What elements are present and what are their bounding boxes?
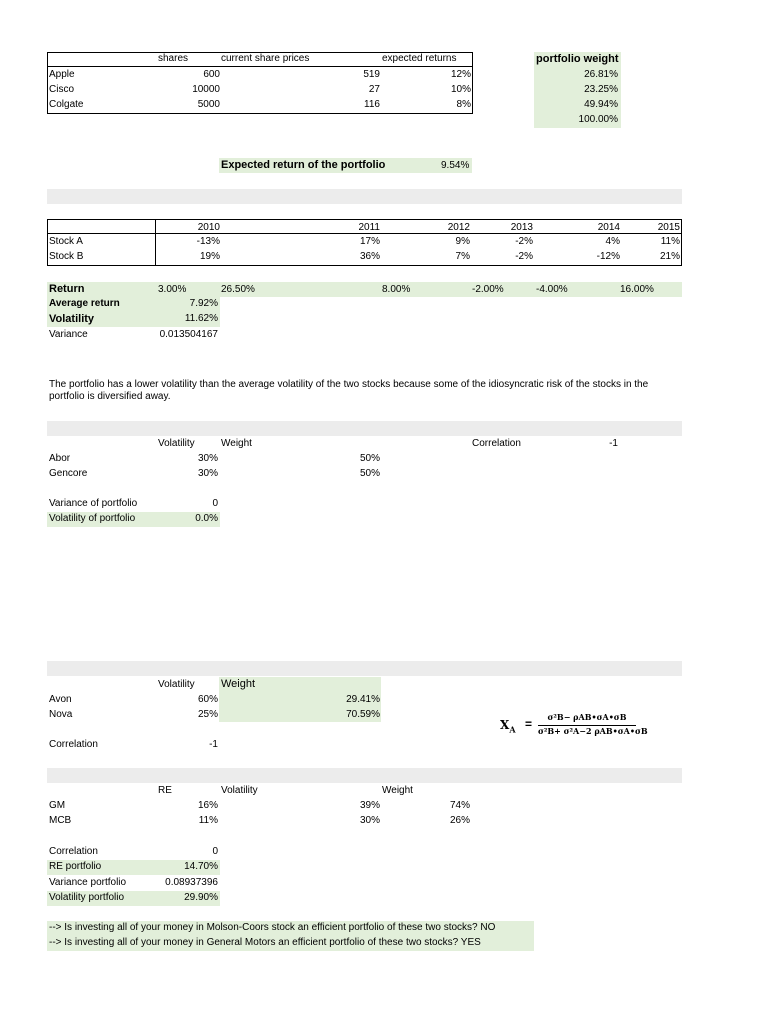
weight-total: 100.00% (578, 114, 618, 125)
formula-denominator: σ²B+ σ²A−2 ρAB•σA•σB (538, 726, 648, 736)
question-general-motors: --> Is investing all of your money in General Motors an efficient portfolio of these two stocks? YES (49, 937, 481, 948)
row-name-cisco: Cisco (49, 84, 75, 95)
section-divider (47, 189, 682, 204)
portfolio-table-header-rule (47, 66, 473, 67)
return-2010: 3.00% (158, 284, 187, 295)
average-return-label: Average return (49, 298, 120, 309)
mcb-re: 11% (198, 815, 218, 826)
abor-label: Abor (49, 453, 71, 464)
avon-header-volatility: Volatility (158, 679, 195, 690)
row-weight-colgate: 49.94% (584, 99, 618, 110)
gm-variance-value: 0.08937396 (165, 877, 218, 888)
gm-label: GM (49, 800, 66, 811)
gm-variance-label: Variance portfolio (49, 877, 127, 888)
year-2015: 2015 (657, 222, 680, 233)
gm-weight: 74% (449, 800, 470, 811)
row-weight-cisco: 23.25% (584, 84, 618, 95)
stock-a-2013: -2% (515, 236, 533, 247)
stocks-table-col-rule (155, 219, 156, 266)
nova-label: Nova (49, 709, 73, 720)
formula-lhs-sub: A (509, 724, 516, 735)
return-2011: 26.50% (221, 284, 255, 295)
row-shares-cisco: 10000 (192, 84, 220, 95)
gm-re-portfolio-value: 14.70% (184, 861, 218, 872)
mcb-weight: 26% (449, 815, 470, 826)
row-price-cisco: 27 (368, 84, 380, 95)
row-price-colgate: 116 (364, 99, 380, 110)
gencore-weight: 50% (359, 468, 380, 479)
row-name-apple: Apple (49, 69, 75, 80)
variance-label: Variance (49, 329, 88, 340)
gm-volatility-portfolio-value: 29.90% (184, 892, 218, 903)
row-weight-apple: 26.81% (584, 69, 618, 80)
year-2011: 2011 (358, 222, 380, 233)
section-divider-3 (47, 661, 682, 676)
return-2014: -4.00% (536, 284, 568, 295)
return-2013: -2.00% (472, 284, 504, 295)
header-expected-returns: expected returns (382, 53, 457, 64)
stock-b-2011: 36% (359, 251, 380, 262)
section-divider-4 (47, 768, 682, 783)
variance-value: 0.013504167 (159, 329, 218, 340)
return-row-cells (47, 282, 682, 297)
return-2012: 8.00% (382, 284, 411, 295)
stock-a-2015: 11% (660, 236, 680, 247)
mcb-volatility: 30% (359, 815, 380, 826)
formula-numerator: σ²B− ρAB•σA•σB (547, 712, 627, 722)
abor-correlation-value: -1 (609, 438, 618, 449)
gm-correlation-label: Correlation (49, 846, 98, 857)
gm-volatility: 39% (359, 800, 380, 811)
stock-a-2011: 17% (359, 236, 380, 247)
stock-b-2013: -2% (515, 251, 533, 262)
header-current-share-prices: current share prices (221, 53, 310, 64)
row-er-cisco: 10% (450, 84, 471, 95)
gm-header-volatility: Volatility (221, 785, 258, 796)
nova-volatility: 25% (197, 709, 218, 720)
avon-weight: 29.41% (346, 694, 380, 705)
gm-re-portfolio-label: RE portfolio (49, 861, 102, 872)
abor-weight: 50% (359, 453, 380, 464)
abor-variance-value: 0 (212, 498, 218, 509)
row-price-apple: 519 (363, 69, 380, 80)
volatility-label: Volatility (49, 313, 95, 325)
average-return-value: 7.92% (189, 298, 218, 309)
expected-return-label: Expected return of the portfolio (221, 159, 386, 171)
header-shares: shares (157, 53, 188, 64)
question-molson-coors: --> Is investing all of your money in Molson-Coors stock an efficient portfolio of these two stocks? NO (49, 922, 496, 933)
stock-b-2015: 21% (659, 251, 680, 262)
stock-b-2014: -12% (596, 251, 620, 262)
avon-correlation-value: -1 (209, 739, 218, 750)
row-name-colgate: Colgate (49, 99, 84, 110)
return-2015: 16.00% (620, 284, 654, 295)
avon-volatility: 60% (197, 694, 218, 705)
formula-equals: = (525, 717, 533, 731)
row-shares-colgate: 5000 (197, 99, 220, 110)
abor-volatility: 30% (197, 453, 218, 464)
min-variance-weight-formula (500, 712, 650, 742)
year-2013: 2013 (510, 222, 533, 233)
year-2010: 2010 (197, 222, 220, 233)
avon-label: Avon (49, 694, 72, 705)
gm-header-re: RE (158, 785, 172, 796)
stock-b-2012: 7% (455, 251, 470, 262)
abor-header-correlation: Correlation (472, 438, 521, 449)
row-er-colgate: 8% (456, 99, 471, 110)
header-portfolio-weight: portfolio weight (536, 53, 619, 65)
abor-volatility-value: 0.0% (195, 513, 218, 524)
stock-a-2012: 9% (455, 236, 470, 247)
abor-header-weight: Weight (221, 438, 252, 449)
stock-a-2014: 4% (605, 236, 620, 247)
return-label: Return (49, 283, 85, 295)
diversification-note: The portfolio has a lower volatility than the average volatility of the two stocks because some of the idiosyncratic risk of the stocks in the portfolio is diversified away. (49, 379, 649, 402)
gm-volatility-portfolio-label: Volatility portfolio (49, 892, 125, 903)
stock-a-label: Stock A (49, 236, 83, 247)
row-er-apple: 12% (450, 69, 471, 80)
gm-header-weight: Weight (382, 785, 413, 796)
formula-lhs: X (500, 718, 510, 732)
avon-correlation-label: Correlation (49, 739, 98, 750)
gencore-volatility: 30% (197, 468, 218, 479)
gm-re: 16% (197, 800, 218, 811)
year-2014: 2014 (597, 222, 620, 233)
volatility-value: 11.62% (184, 313, 218, 324)
row-shares-apple: 600 (203, 69, 220, 80)
nova-weight: 70.59% (346, 709, 380, 720)
mcb-label: MCB (49, 815, 72, 826)
gencore-label: Gencore (49, 468, 88, 479)
gm-correlation-value: 0 (212, 846, 218, 857)
avon-header-weight: Weight (221, 678, 256, 690)
abor-header-volatility: Volatility (158, 438, 195, 449)
stock-a-2010: -13% (196, 236, 220, 247)
section-divider-2 (47, 421, 682, 436)
year-2012: 2012 (447, 222, 470, 233)
abor-variance-label: Variance of portfolio (49, 498, 138, 509)
expected-return-value: 9.54% (441, 160, 470, 171)
stock-b-label: Stock B (49, 251, 84, 262)
stock-b-2010: 19% (199, 251, 220, 262)
abor-volatility-label: Volatility of portfolio (49, 513, 136, 524)
